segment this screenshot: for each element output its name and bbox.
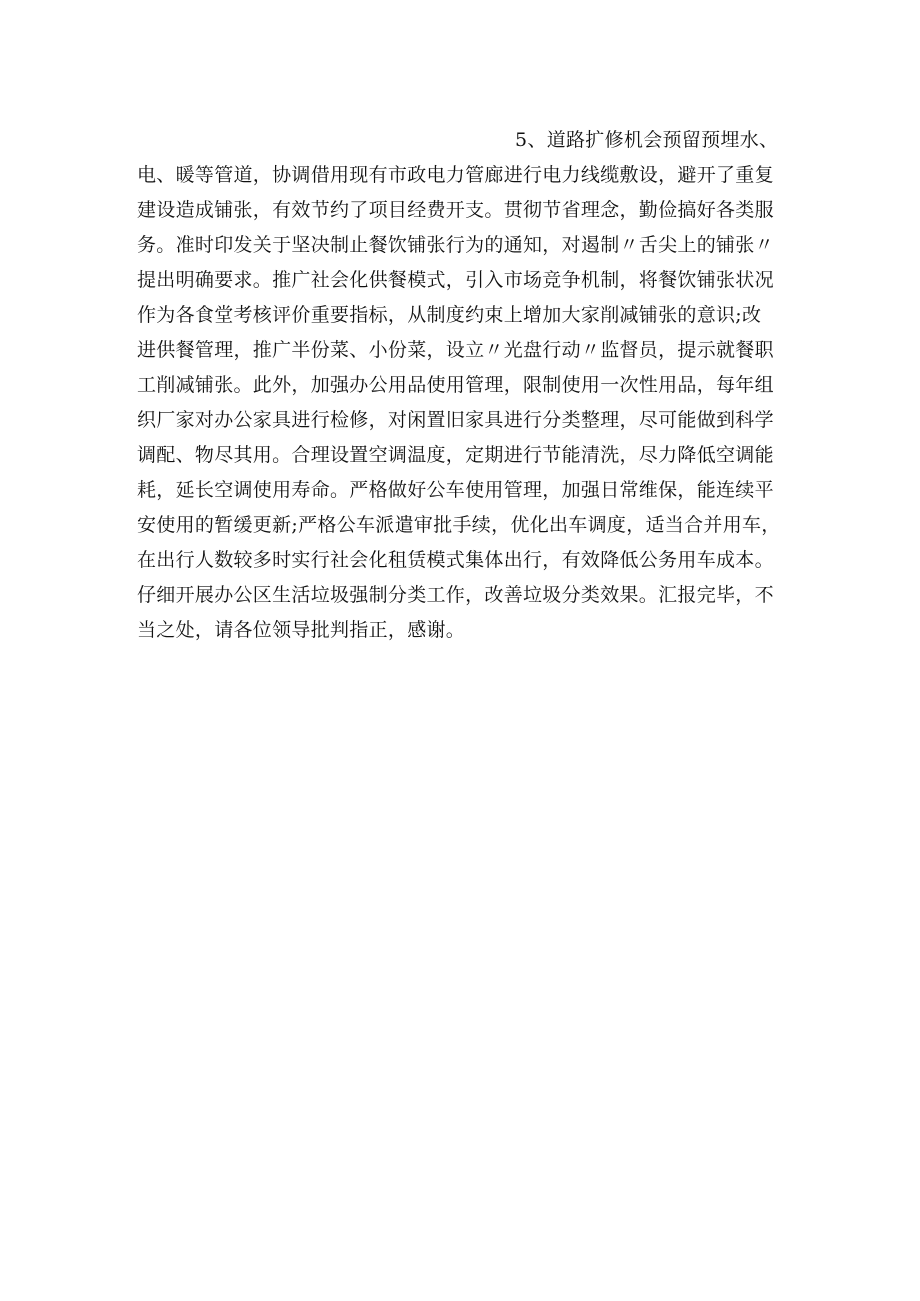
paragraph-line-1: 5、道路扩修机会预留预埋水、 (515, 129, 779, 151)
paragraph-line-6: 作为各食堂考核评价重要指标，从制度约束上增加大家削减铺张的意识;改 (137, 304, 762, 326)
paragraph-line-4: 务。准时印发关于坚决制止餐饮铺张行为的通知，对遏制〃舌尖上的铺张〃 (137, 234, 774, 256)
body-paragraph (137, 123, 817, 648)
paragraph-line-5: 提出明确要求。推广社会化供餐模式，引入市场竞争机制，将餐饮铺张状况 (137, 269, 774, 291)
paragraph-line-15: 当之处，请各位领导批判指正，感谢。 (137, 619, 466, 641)
paragraph-line-13: 在出行人数较多时实行社会化租赁模式集体出行，有效降低公务用车成本。 (137, 549, 774, 571)
paragraph-line-9: 织厂家对办公家具进行检修，对闲置旧家具进行分类整理，尽可能做到科学 (137, 409, 774, 431)
paragraph-line-8: 工削减铺张。此外，加强办公用品使用管理，限制使用一次性用品，每年组 (137, 374, 774, 396)
paragraph-line-2: 电、暖等管道，协调借用现有市政电力管廊进行电力线缆敷设，避开了重复 (137, 164, 774, 186)
paragraph-line-11: 耗，延长空调使用寿命。严格做好公车使用管理，加强日常维保，能连续平 (137, 479, 774, 501)
paragraph-line-14: 仔细开展办公区生活垃圾强制分类工作，改善垃圾分类效果。汇报完毕，不 (137, 584, 774, 606)
paragraph-line-12: 安使用的暂缓更新;严格公车派遣审批手续，优化出车调度，适当合并用车， (137, 514, 781, 536)
paragraph-line-7: 进供餐管理，推广半份菜、小份菜，设立〃光盘行动〃监督员，提示就餐职 (137, 339, 774, 361)
paragraph-line-3: 建设造成铺张，有效节约了项目经费开支。贯彻节省理念，勤俭搞好各类服 (137, 199, 774, 221)
paragraph-line-10: 调配、物尽其用。合理设置空调温度，定期进行节能清洗，尽力降低空调能 (137, 444, 774, 466)
